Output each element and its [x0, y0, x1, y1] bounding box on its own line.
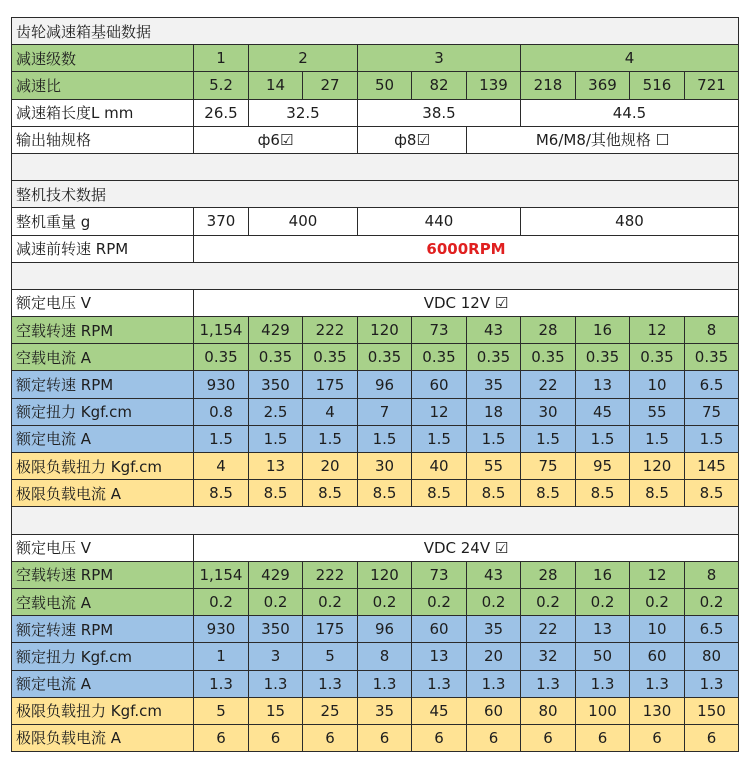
table-row — [12, 561, 739, 588]
row-label: 极限负载电流 A — [12, 724, 194, 751]
table-cell: 721 — [685, 72, 739, 99]
table-row — [12, 643, 739, 670]
table-cell: 0.2 — [194, 588, 249, 615]
spacer-cell — [12, 153, 739, 180]
table-cell: 222 — [303, 317, 358, 344]
table-cell: 1.3 — [358, 670, 412, 697]
table-cell: 1.3 — [194, 670, 249, 697]
spacer-row — [12, 153, 739, 180]
table-cell: 0.35 — [576, 344, 630, 371]
spacer-cell — [12, 262, 739, 289]
table-cell: 1.3 — [467, 670, 521, 697]
table-cell: 40 — [412, 453, 467, 480]
row-label: 额定电流 A — [12, 425, 194, 452]
table-cell: 1.5 — [249, 425, 303, 452]
table-row — [12, 126, 739, 153]
row-label: 额定扭力 Kgf.cm — [12, 398, 194, 425]
table-cell: 8.5 — [412, 480, 467, 507]
table-cell: 8.5 — [249, 480, 303, 507]
table-row — [12, 425, 739, 452]
table-cell: 429 — [249, 561, 303, 588]
table-cell: 95 — [576, 453, 630, 480]
table-cell: 440 — [358, 208, 521, 235]
spacer-cell — [12, 507, 739, 534]
table-row — [12, 235, 739, 262]
table-cell: 43 — [467, 561, 521, 588]
table-cell: 8 — [358, 643, 412, 670]
table-cell: 12 — [412, 398, 467, 425]
table-cell: 12 — [630, 561, 685, 588]
table-cell: 50 — [358, 72, 412, 99]
table-cell: 2.5 — [249, 398, 303, 425]
table-cell: 38.5 — [358, 99, 521, 126]
table-cell: 73 — [412, 561, 467, 588]
table-cell: 6 — [412, 724, 467, 751]
table-cell: 1.5 — [358, 425, 412, 452]
table-row — [12, 588, 739, 615]
table-cell: ф6☑ — [194, 126, 358, 153]
row-label: 空载转速 RPM — [12, 561, 194, 588]
row-label: 额定电压 V — [12, 289, 194, 316]
table-cell: 0.35 — [412, 344, 467, 371]
table-cell: 8.5 — [358, 480, 412, 507]
row-label: 额定转速 RPM — [12, 616, 194, 643]
table-row — [12, 453, 739, 480]
table-cell: 350 — [249, 371, 303, 398]
table-cell: 5 — [194, 697, 249, 724]
table-cell: 14 — [249, 72, 303, 99]
table-cell: 30 — [358, 453, 412, 480]
table-row — [12, 616, 739, 643]
table-cell: 120 — [358, 561, 412, 588]
table-cell: 55 — [467, 453, 521, 480]
table-cell: 6.5 — [685, 371, 739, 398]
table-cell: 45 — [412, 697, 467, 724]
table-cell: M6/M8/其他规格 ☐ — [467, 126, 739, 153]
row-label: 空载电流 A — [12, 588, 194, 615]
table-cell: 32.5 — [249, 99, 358, 126]
table-cell: 8.5 — [576, 480, 630, 507]
table-cell: 145 — [685, 453, 739, 480]
table-cell: 1,154 — [194, 561, 249, 588]
table-cell: 3 — [358, 45, 521, 72]
table-cell: 1.3 — [630, 670, 685, 697]
table-cell: 22 — [521, 616, 576, 643]
table-cell: 5.2 — [194, 72, 249, 99]
table-cell: 44.5 — [521, 99, 739, 126]
table-cell: 8.5 — [303, 480, 358, 507]
table-cell: 120 — [358, 317, 412, 344]
table-cell: 1.3 — [412, 670, 467, 697]
table-cell: 1.5 — [467, 425, 521, 452]
table-cell: 0.35 — [521, 344, 576, 371]
table-cell: ф8☑ — [358, 126, 467, 153]
table-cell: 7 — [358, 398, 412, 425]
table-cell: 26.5 — [194, 99, 249, 126]
table-cell: 73 — [412, 317, 467, 344]
table-row — [12, 670, 739, 697]
table-row — [12, 371, 739, 398]
table-cell: 22 — [521, 371, 576, 398]
table-cell: 45 — [576, 398, 630, 425]
row-label: 极限负载电流 A — [12, 480, 194, 507]
table-cell: 930 — [194, 371, 249, 398]
table-cell: 35 — [358, 697, 412, 724]
table-cell: 15 — [249, 697, 303, 724]
table-cell: 6 — [467, 724, 521, 751]
table-cell: 32 — [521, 643, 576, 670]
table-cell: 480 — [521, 208, 739, 235]
section-title-row — [12, 181, 739, 208]
table-cell: 80 — [685, 643, 739, 670]
table-cell: 139 — [467, 72, 521, 99]
table-row — [12, 317, 739, 344]
table-cell: 4 — [194, 453, 249, 480]
table-row — [12, 344, 739, 371]
table-cell: 0.8 — [194, 398, 249, 425]
row-label: 额定转速 RPM — [12, 371, 194, 398]
table-cell: 1.5 — [685, 425, 739, 452]
section-title-base: 齿轮减速箱基础数据 — [12, 18, 739, 45]
table-cell: 3 — [249, 643, 303, 670]
voltage-row — [12, 289, 739, 316]
table-cell: 222 — [303, 561, 358, 588]
table-cell: 1.3 — [303, 670, 358, 697]
table-cell: 12 — [630, 317, 685, 344]
table-row — [12, 398, 739, 425]
table-cell: 150 — [685, 697, 739, 724]
table-row — [12, 724, 739, 751]
table-cell: 0.35 — [685, 344, 739, 371]
table-cell: 6 — [630, 724, 685, 751]
table-cell: 13 — [412, 643, 467, 670]
table-cell: 80 — [521, 697, 576, 724]
table-cell: 6 — [358, 724, 412, 751]
table-cell: 60 — [412, 371, 467, 398]
table-cell: 25 — [303, 697, 358, 724]
table-row — [12, 697, 739, 724]
table-cell: 13 — [576, 371, 630, 398]
table-cell: 1 — [194, 45, 249, 72]
table-cell: 4 — [303, 398, 358, 425]
table-cell: 35 — [467, 371, 521, 398]
table-cell: 1.5 — [630, 425, 685, 452]
table-cell: 1,154 — [194, 317, 249, 344]
input-speed-value: 6000RPM — [194, 235, 739, 262]
table-cell: 218 — [521, 72, 576, 99]
table-cell: 175 — [303, 371, 358, 398]
table-cell: 1.3 — [685, 670, 739, 697]
table-cell: 0.35 — [467, 344, 521, 371]
table-row — [12, 72, 739, 99]
row-label: 输出轴规格 — [12, 126, 194, 153]
row-label: 整机重量 g — [12, 208, 194, 235]
table-cell: 60 — [412, 616, 467, 643]
table-cell: 8 — [685, 561, 739, 588]
row-label: 减速箱长度L mm — [12, 99, 194, 126]
table-cell: 120 — [630, 453, 685, 480]
table-cell: 1.5 — [194, 425, 249, 452]
section-title-machine: 整机技术数据 — [12, 181, 739, 208]
table-cell: 8.5 — [630, 480, 685, 507]
table-cell: 35 — [467, 616, 521, 643]
row-label: 减速前转速 RPM — [12, 235, 194, 262]
table-cell: 10 — [630, 616, 685, 643]
table-cell: 82 — [412, 72, 467, 99]
table-cell: 6.5 — [685, 616, 739, 643]
table-cell: 1 — [194, 643, 249, 670]
table-cell: 100 — [576, 697, 630, 724]
table-cell: 0.2 — [685, 588, 739, 615]
table-cell: 8 — [685, 317, 739, 344]
table-cell: 2 — [249, 45, 358, 72]
row-label: 额定扭力 Kgf.cm — [12, 643, 194, 670]
table-cell: 13 — [576, 616, 630, 643]
table-cell: 0.2 — [358, 588, 412, 615]
table-cell: 30 — [521, 398, 576, 425]
table-cell: 8.5 — [194, 480, 249, 507]
voltage-row — [12, 534, 739, 561]
row-label: 减速级数 — [12, 45, 194, 72]
table-cell: 0.35 — [194, 344, 249, 371]
table-cell: 370 — [194, 208, 249, 235]
row-label: 极限负载扭力 Kgf.cm — [12, 453, 194, 480]
table-cell: 75 — [521, 453, 576, 480]
table-cell: 10 — [630, 371, 685, 398]
table-cell: 350 — [249, 616, 303, 643]
table-cell: 0.35 — [249, 344, 303, 371]
table-cell: 1.5 — [412, 425, 467, 452]
table-cell: 429 — [249, 317, 303, 344]
table-cell: 930 — [194, 616, 249, 643]
table-cell: 55 — [630, 398, 685, 425]
row-label: 极限负载扭力 Kgf.cm — [12, 697, 194, 724]
table-cell: 8.5 — [467, 480, 521, 507]
table-cell: 75 — [685, 398, 739, 425]
row-label: 空载电流 A — [12, 344, 194, 371]
table-cell: 6 — [249, 724, 303, 751]
table-cell: 28 — [521, 317, 576, 344]
table-cell: 18 — [467, 398, 521, 425]
table-cell: 0.35 — [630, 344, 685, 371]
table-cell: 28 — [521, 561, 576, 588]
table-cell: 0.2 — [630, 588, 685, 615]
table-cell: 8.5 — [521, 480, 576, 507]
row-label: 减速比 — [12, 72, 194, 99]
table-cell: 0.2 — [249, 588, 303, 615]
table-cell: 50 — [576, 643, 630, 670]
table-cell: 516 — [630, 72, 685, 99]
table-cell: 16 — [576, 317, 630, 344]
table-cell: 20 — [467, 643, 521, 670]
table-cell: 0.2 — [576, 588, 630, 615]
table-cell: 0.2 — [412, 588, 467, 615]
table-cell: 60 — [467, 697, 521, 724]
table-cell: 43 — [467, 317, 521, 344]
table-cell: 6 — [194, 724, 249, 751]
table-cell: 0.35 — [303, 344, 358, 371]
table-cell: 1.5 — [303, 425, 358, 452]
table-cell: 13 — [249, 453, 303, 480]
table-cell: 1.3 — [249, 670, 303, 697]
voltage-section-12v — [12, 289, 739, 507]
table-cell: 1.3 — [576, 670, 630, 697]
table-row — [12, 208, 739, 235]
table-row — [12, 99, 739, 126]
table-row — [12, 45, 739, 72]
table-cell: 0.35 — [358, 344, 412, 371]
voltage-section-24v — [12, 534, 739, 752]
table-cell: 1.5 — [576, 425, 630, 452]
table-cell: 6 — [521, 724, 576, 751]
section-title-row — [12, 18, 739, 45]
table-cell: 27 — [303, 72, 358, 99]
table-cell: 369 — [576, 72, 630, 99]
table-cell: 6 — [576, 724, 630, 751]
table-cell: 1.3 — [521, 670, 576, 697]
table-cell: 0.2 — [303, 588, 358, 615]
table-cell: 0.2 — [521, 588, 576, 615]
table-cell: 6 — [303, 724, 358, 751]
row-label: 额定电流 A — [12, 670, 194, 697]
table-cell: 96 — [358, 616, 412, 643]
table-cell: 0.2 — [467, 588, 521, 615]
table-cell: 130 — [630, 697, 685, 724]
gearbox-spec-table — [11, 17, 739, 752]
table-row — [12, 480, 739, 507]
table-cell: 1.5 — [521, 425, 576, 452]
spacer-row — [12, 262, 739, 289]
spacer-row — [12, 507, 739, 534]
table-cell: 60 — [630, 643, 685, 670]
row-label: 额定电压 V — [12, 534, 194, 561]
table-cell: 20 — [303, 453, 358, 480]
table-cell: 5 — [303, 643, 358, 670]
table-cell: 4 — [521, 45, 739, 72]
table-cell: 8.5 — [685, 480, 739, 507]
table-cell: 96 — [358, 371, 412, 398]
voltage-value: VDC 24V ☑ — [194, 534, 739, 561]
table-cell: 6 — [685, 724, 739, 751]
table-cell: 175 — [303, 616, 358, 643]
row-label: 空载转速 RPM — [12, 317, 194, 344]
table-cell: 400 — [249, 208, 358, 235]
table-cell: 16 — [576, 561, 630, 588]
voltage-value: VDC 12V ☑ — [194, 289, 739, 316]
